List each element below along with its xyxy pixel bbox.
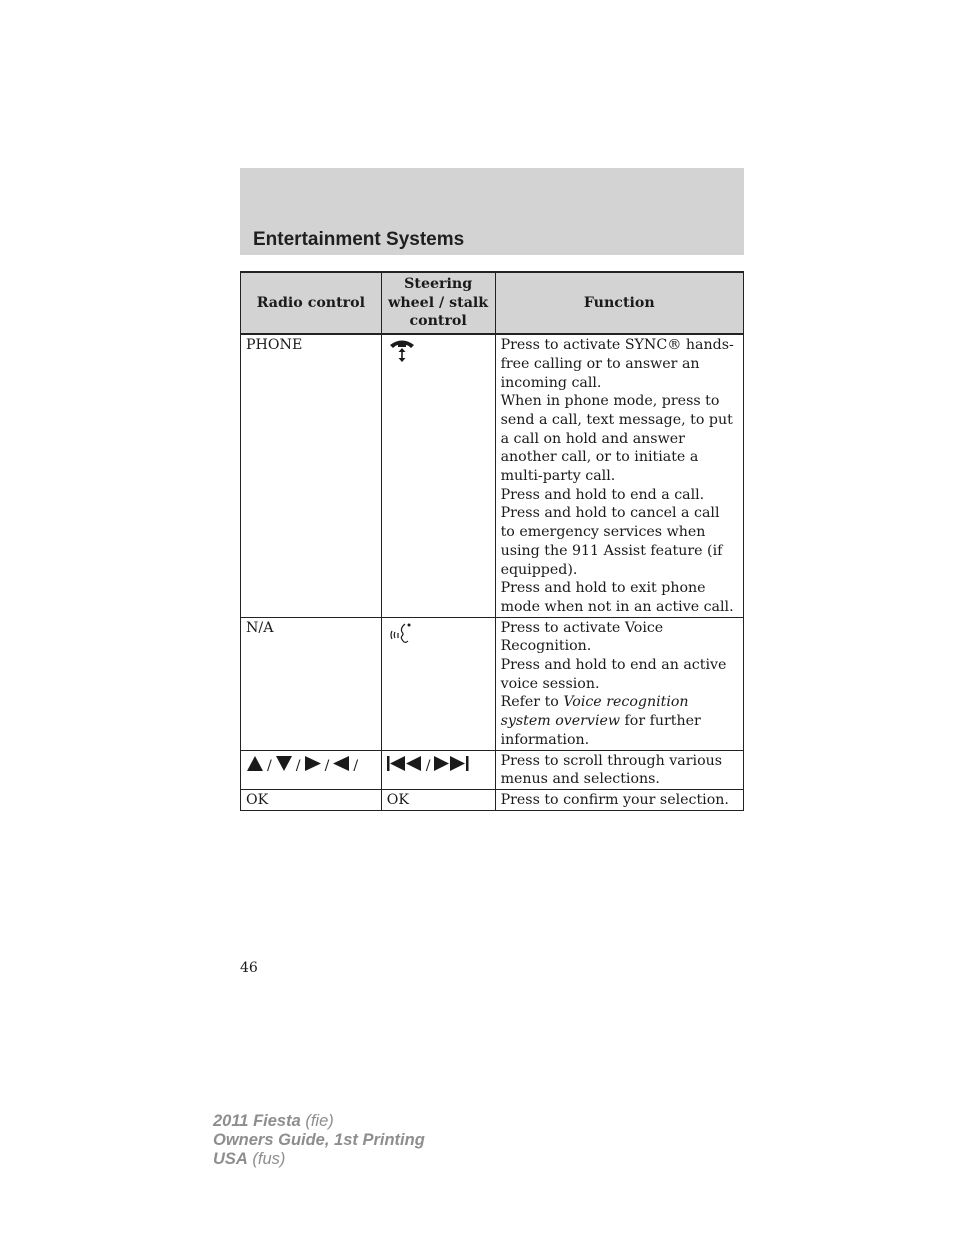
radio-control-cell: OK [241,790,382,811]
footer-model-line [213,1112,425,1131]
footer-guide-line: Owners Guide, 1st Printing [213,1131,425,1149]
function-text: Press and hold to end an active voice session. [500,657,727,692]
separator: / [353,757,359,774]
radio-control-cell [241,750,382,789]
page-number: 46 [240,960,258,976]
voice-icon [387,621,417,653]
section-header-band [240,168,744,255]
footer-region-line [213,1150,425,1169]
steering-control-cell [381,334,495,617]
triangle-right-icon [304,755,322,778]
radio-control-cell: N/A [241,617,382,750]
steering-control-cell [381,617,495,750]
controls-table [240,271,744,811]
column-header-steering-control: Steering wheel / stalk control [381,272,495,334]
steering-control-cell [381,750,495,789]
triangle-left-icon [332,755,350,778]
function-cell [495,790,743,811]
function-text: Press to activate SYNC® hands-free calling or to answer an incoming call. [500,337,734,391]
footer-region-code: (fus) [247,1150,286,1168]
function-text: Press to activate Voice Recognition. [500,619,664,655]
function-text: Press to confirm your selection. [500,792,729,809]
table-row [241,617,744,750]
radio-control-cell: PHONE [241,334,382,617]
function-text: Press and hold to end a call. [500,486,705,503]
phone-icon [387,337,417,371]
triangle-up-icon [246,755,264,778]
reference-suffix: for further information. [500,713,701,748]
document-footer [213,1112,425,1169]
table-row [241,790,744,811]
seek-forward-icon [433,755,469,778]
function-reference [501,693,738,749]
function-cell [495,750,743,789]
function-text: When in phone mode, press to send a call, text message, to put a call on hold and answer another call, or to initiate a multi-party call. [500,393,733,485]
reference-prefix: Refer to [500,694,564,711]
steering-control-cell: OK [381,790,495,811]
separator: / [295,757,301,774]
separator: / [267,757,272,774]
table-row [241,334,744,617]
footer-region: USA [213,1150,248,1168]
column-header-radio-control: Radio control [241,272,382,334]
table-row [241,750,744,789]
footer-model-code: (fie) [300,1112,334,1130]
seek-back-icon [387,755,423,778]
separator: / [324,757,330,774]
table-header-row [241,272,744,334]
function-text: Press and hold to cancel a call to emergency services when using the 911 Assist feature (if equipped). [500,505,723,578]
footer-model: 2011 Fiesta [213,1112,301,1130]
function-text: Press to scroll through various menus and selections. [500,752,723,788]
function-cell [495,334,743,617]
column-header-function: Function [495,272,743,334]
separator: / [425,757,431,774]
function-text: Press and hold to exit phone mode when not in an active call. [500,580,734,615]
reference-link[interactable]: Voice recognition system overview [500,694,689,730]
section-title: Entertainment Systems [253,229,465,250]
triangle-down-icon [275,755,293,778]
function-cell [495,617,743,750]
